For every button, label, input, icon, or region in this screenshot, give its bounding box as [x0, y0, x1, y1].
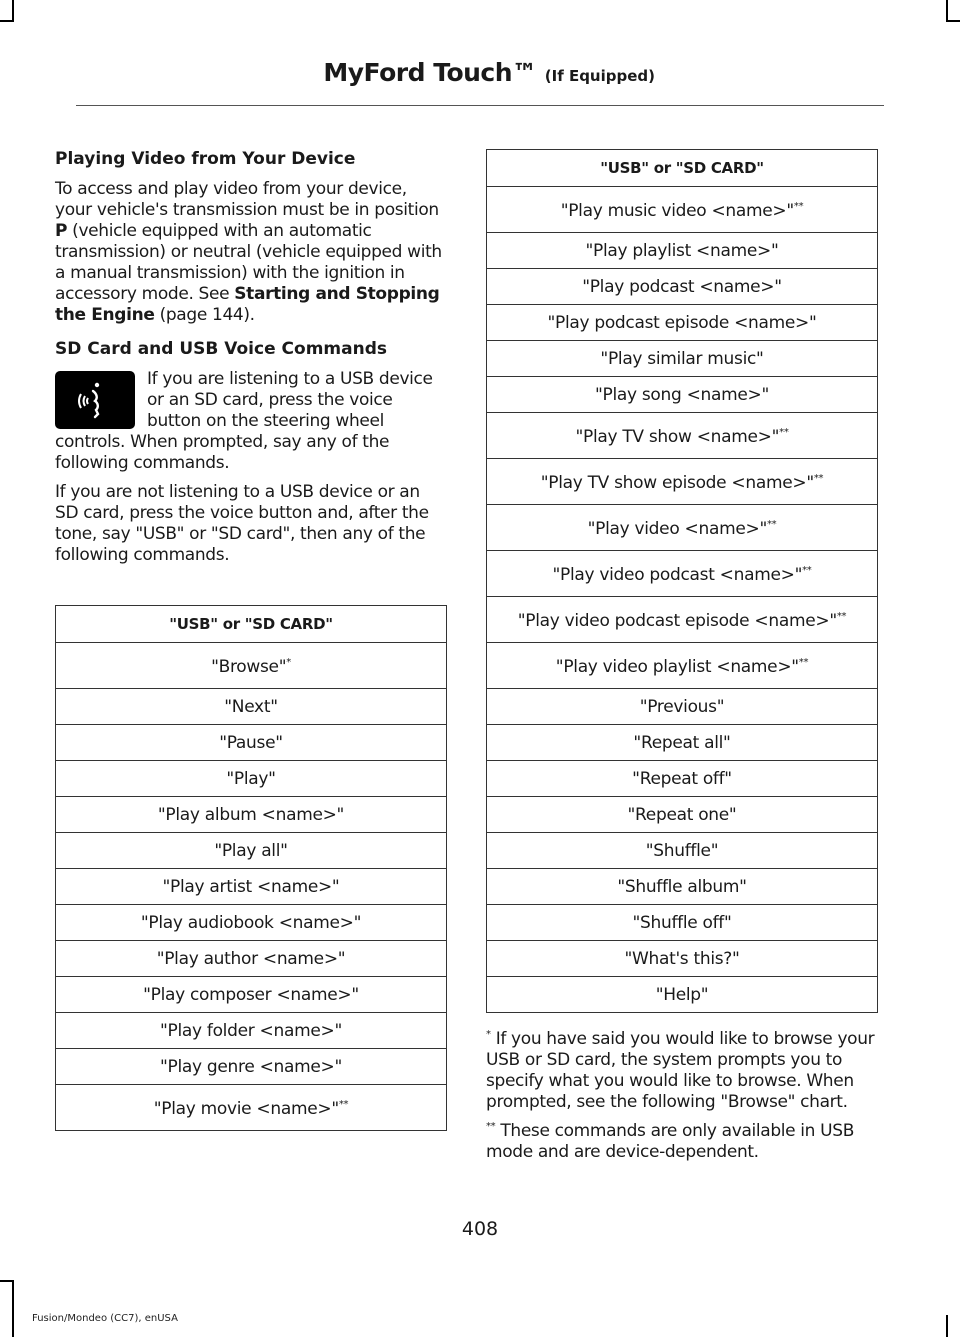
footnote-marker: ** [486, 1121, 496, 1132]
crop-mark [12, 0, 14, 22]
table-row [487, 305, 878, 341]
command-cell [56, 689, 447, 725]
command-cell [487, 869, 878, 905]
gear-position-p: P [55, 221, 68, 241]
table-row [56, 1049, 447, 1085]
table-row [487, 643, 878, 689]
command-text: "Play folder <name>" [160, 1020, 342, 1041]
table-row [56, 977, 447, 1013]
para-text: (page 144). [154, 305, 255, 325]
command-cell [487, 905, 878, 941]
table-row [487, 551, 878, 597]
table-row [487, 761, 878, 797]
command-text: "Play genre <name>" [160, 1056, 342, 1077]
heading-playing-video: Playing Video from Your Device [55, 149, 356, 169]
command-cell [487, 341, 878, 377]
crop-mark [946, 1315, 948, 1337]
command-cell [56, 1085, 447, 1131]
command-cell [56, 977, 447, 1013]
command-cell [487, 797, 878, 833]
table-row [56, 1013, 447, 1049]
crop-mark [0, 20, 14, 22]
voice-instruction [55, 369, 447, 474]
command-text: "Play video <name>" [587, 518, 767, 539]
command-text: "Repeat one" [627, 804, 737, 825]
command-cell [56, 1013, 447, 1049]
footer-text: Fusion/Mondeo (CC7), enUSA [32, 1313, 178, 1324]
footnote-marker: * [286, 656, 291, 668]
table-header: "USB" or "SD CARD" [487, 150, 878, 187]
table-row [56, 761, 447, 797]
crop-mark [12, 1280, 14, 1337]
table-row [487, 459, 878, 505]
command-text: "Shuffle" [645, 840, 719, 861]
footnote-marker: ** [836, 610, 847, 622]
command-text: "Play TV show <name>" [575, 426, 780, 447]
command-text: "Play video podcast episode <name>" [517, 610, 837, 631]
table-row [56, 643, 447, 689]
command-text: "Play movie <name>" [153, 1098, 339, 1119]
command-text: "Play all" [214, 840, 288, 861]
command-cell [56, 761, 447, 797]
heading-sd-usb-commands: SD Card and USB Voice Commands [55, 339, 387, 359]
command-text: "Play album <name>" [157, 804, 345, 825]
command-text: "Play podcast episode <name>" [547, 312, 817, 333]
crop-mark [0, 1280, 14, 1282]
command-text: "Pause" [219, 732, 283, 753]
table-row [487, 905, 878, 941]
left-column [55, 144, 447, 1131]
footnote-marker: ** [793, 200, 804, 212]
footnote-marker: ** [802, 564, 812, 576]
command-text: "Play" [226, 768, 276, 789]
command-text: "Shuffle off" [632, 912, 732, 933]
command-text: "What's this?" [624, 948, 740, 969]
command-cell [487, 459, 878, 505]
paragraph-not-listening: If you are not listening to a USB device or an SD card, press the voice button and, after the tone, say "USB" or "SD card", then any of the following commands. [55, 482, 429, 565]
cross-reference-link[interactable]: Starting and Stopping the Engine [55, 284, 440, 325]
table-row [487, 341, 878, 377]
table-row [487, 689, 878, 725]
command-cell [487, 761, 878, 797]
table-row [56, 905, 447, 941]
command-text: "Play playlist <name>" [585, 240, 779, 261]
command-cell [487, 233, 878, 269]
table-row [487, 269, 878, 305]
table-row [487, 797, 878, 833]
table-row [56, 689, 447, 725]
command-cell [487, 505, 878, 551]
table-row [487, 941, 878, 977]
header-title-sub: (If Equipped) [544, 67, 655, 85]
footnote-text: These commands are only available in USB mode and are device-dependent. [486, 1121, 855, 1162]
footnote-marker: ** [798, 656, 809, 668]
right-column [486, 149, 878, 1171]
table-row [487, 505, 878, 551]
table-header: "USB" or "SD CARD" [56, 606, 447, 643]
crop-mark [946, 0, 948, 22]
command-cell [56, 905, 447, 941]
para-text: (vehicle equipped with an automatic transmission) or neutral (vehicle equipped with a manual transmission) with the ignition in accessory mode. See [55, 221, 442, 304]
command-cell [56, 1049, 447, 1085]
footnote-text: If you have said you would like to browse your USB or SD card, the system prompts you to specify what you would like to browse. When prompted, see the following "Browse" chart. [486, 1029, 875, 1112]
command-text: "Repeat off" [632, 768, 732, 789]
command-text: "Previous" [639, 696, 725, 717]
command-text: "Repeat all" [633, 732, 731, 753]
command-cell [487, 305, 878, 341]
table-row [487, 725, 878, 761]
header-title-main: MyFord Touch™ [323, 58, 537, 87]
footnote-marker: ** [779, 426, 789, 438]
table-row [487, 869, 878, 905]
footnote [486, 1121, 878, 1163]
command-cell [487, 413, 878, 459]
command-cell [487, 187, 878, 233]
command-cell [487, 833, 878, 869]
table-row [56, 1085, 447, 1131]
command-text: "Play podcast <name>" [582, 276, 782, 297]
command-text: "Next" [224, 696, 278, 717]
command-cell [487, 643, 878, 689]
paragraph-voice-button: If you are listening to a USB device or an SD card, press the voice button on the steering wheel controls. When prompted, say any of the following commands. [55, 369, 433, 473]
voice-command-icon [55, 371, 135, 429]
command-text: "Shuffle album" [617, 876, 747, 897]
command-cell [487, 689, 878, 725]
footnote-marker: ** [813, 472, 824, 484]
header-rule [76, 105, 884, 106]
command-text: "Play author <name>" [156, 948, 346, 969]
footnote-marker: ** [766, 518, 777, 530]
table-row [56, 833, 447, 869]
command-text: "Play TV show episode <name>" [540, 472, 814, 493]
table-row [487, 597, 878, 643]
footnotes [486, 1029, 878, 1163]
command-text: "Help" [655, 984, 709, 1005]
command-text: "Play video podcast <name>" [552, 564, 803, 585]
command-cell [487, 977, 878, 1013]
table-row [56, 797, 447, 833]
command-cell [56, 725, 447, 761]
command-text: "Play artist <name>" [162, 876, 340, 897]
command-cell [56, 797, 447, 833]
footnote-marker: ** [338, 1098, 349, 1110]
table-row [487, 833, 878, 869]
voice-commands-table-left [55, 605, 447, 1131]
command-cell [56, 869, 447, 905]
command-text: "Play music video <name>" [560, 200, 794, 221]
crop-mark [946, 20, 960, 22]
command-cell [56, 833, 447, 869]
page-header-title [323, 58, 655, 87]
command-cell [56, 643, 447, 689]
page-number: 408 [461, 1218, 499, 1240]
command-text: "Play composer <name>" [143, 984, 359, 1005]
table-row [487, 187, 878, 233]
command-text: "Play song <name>" [594, 384, 770, 405]
command-cell [487, 941, 878, 977]
voice-commands-table-right [486, 149, 878, 1013]
command-text: "Play video playlist <name>" [555, 656, 799, 677]
command-text: "Play similar music" [600, 348, 764, 369]
paragraph-video-access [55, 179, 447, 326]
table-row [56, 941, 447, 977]
table-row [56, 725, 447, 761]
command-cell [56, 941, 447, 977]
footnote-marker: * [486, 1029, 491, 1040]
command-cell [487, 269, 878, 305]
table-row [56, 869, 447, 905]
command-text: "Play audiobook <name>" [140, 912, 362, 933]
command-cell [487, 597, 878, 643]
table-row [487, 377, 878, 413]
table-row [487, 413, 878, 459]
para-text: To access and play video from your device, your vehicle's transmission must be in position [55, 179, 439, 220]
table-row [487, 233, 878, 269]
command-cell [487, 551, 878, 597]
command-cell [487, 377, 878, 413]
table-row [487, 977, 878, 1013]
footnote [486, 1029, 878, 1113]
command-text: "Browse" [211, 656, 287, 677]
command-cell [487, 725, 878, 761]
